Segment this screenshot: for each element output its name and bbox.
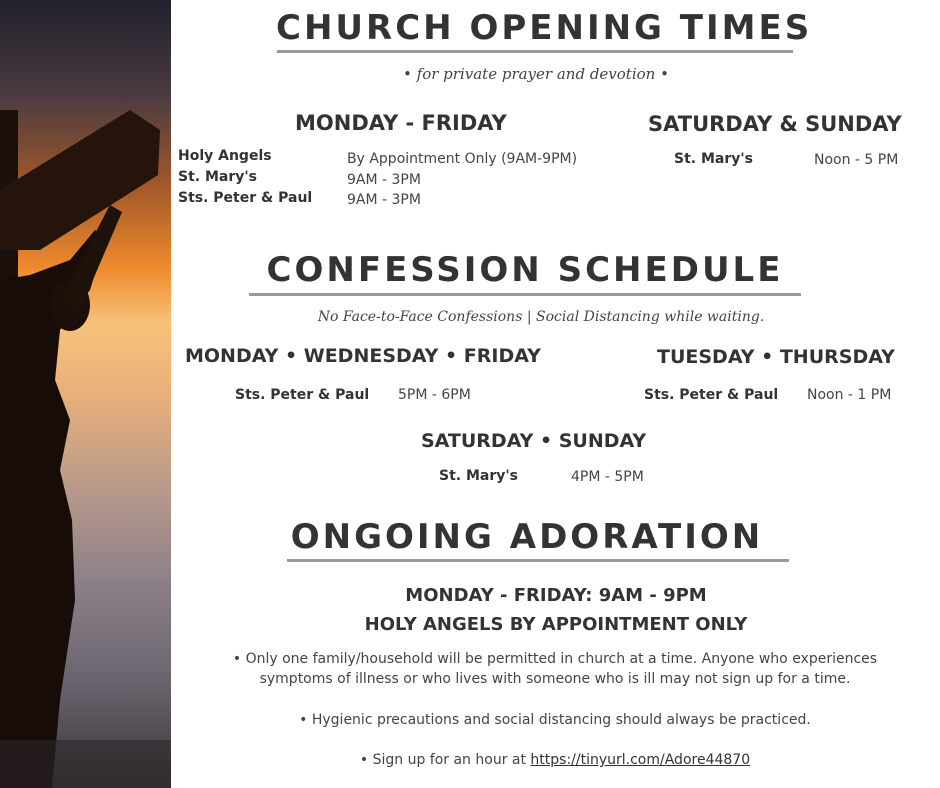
confession-title: CONFESSION SCHEDULE — [266, 250, 784, 290]
signup-link[interactable]: https://tinyurl.com/Adore44870 — [530, 752, 751, 768]
adoration-note-2: • Hygienic precautions and social distancing should always be practiced. — [299, 712, 811, 728]
crucifix-silhouette-icon — [0, 0, 171, 788]
opening-subtitle: • for private prayer and devotion • — [403, 65, 669, 83]
adoration-title: ONGOING ADORATION — [290, 517, 764, 557]
confession-weekend-heading: SATURDAY • SUNDAY — [421, 430, 647, 452]
opening-weekday-heading: MONDAY - FRIDAY — [295, 111, 507, 135]
confession-weekend-hours: 4PM - 5PM — [571, 469, 644, 485]
confession-tt-heading: TUESDAY • THURSDAY — [657, 346, 895, 368]
opening-weekday-hours-2: 9AM - 3PM — [347, 172, 421, 188]
confession-mwf-hours: 5PM - 6PM — [398, 387, 471, 403]
opening-weekend-church-1: St. Mary's — [674, 151, 753, 167]
confession-subtitle: No Face-to-Face Confessions | Social Distancing while waiting. — [317, 309, 765, 325]
opening-weekday-church-2: St. Mary's — [178, 169, 257, 185]
opening-weekend-heading: SATURDAY & SUNDAY — [648, 112, 902, 136]
schedule-content — [171, 0, 940, 788]
opening-weekday-hours-3: 9AM - 3PM — [347, 192, 421, 208]
confession-mwf-heading: MONDAY • WEDNESDAY • FRIDAY — [185, 345, 541, 367]
crucifix-photo — [0, 0, 171, 788]
opening-weekday-church-3: Sts. Peter & Paul — [178, 190, 313, 206]
opening-title: CHURCH OPENING TIMES — [276, 8, 813, 48]
confession-tt-hours: Noon - 1 PM — [807, 387, 892, 403]
opening-title-rule — [277, 50, 793, 53]
confession-tt-church: Sts. Peter & Paul — [644, 387, 779, 403]
opening-weekend-hours-1: Noon - 5 PM — [814, 152, 899, 168]
confession-weekend-church: St. Mary's — [439, 468, 518, 484]
adoration-note-3 — [195, 750, 915, 770]
confession-title-rule — [249, 293, 801, 296]
adoration-note-3-prefix: • Sign up for an hour at — [359, 752, 531, 768]
opening-weekday-hours-1: By Appointment Only (9AM-9PM) — [347, 151, 578, 167]
adoration-title-rule — [287, 559, 789, 562]
opening-weekday-church-1: Holy Angels — [178, 148, 272, 164]
adoration-line-2: HOLY ANGELS BY APPOINTMENT ONLY — [364, 614, 748, 635]
adoration-note-1: • Only one family/household will be permitted in church at a time. Anyone who experiences symptoms of illness or who lives with someone who is ill may not sign up for a time. — [232, 651, 878, 687]
confession-mwf-church: Sts. Peter & Paul — [235, 387, 370, 403]
adoration-line-1: MONDAY - FRIDAY: 9AM - 9PM — [405, 585, 707, 606]
